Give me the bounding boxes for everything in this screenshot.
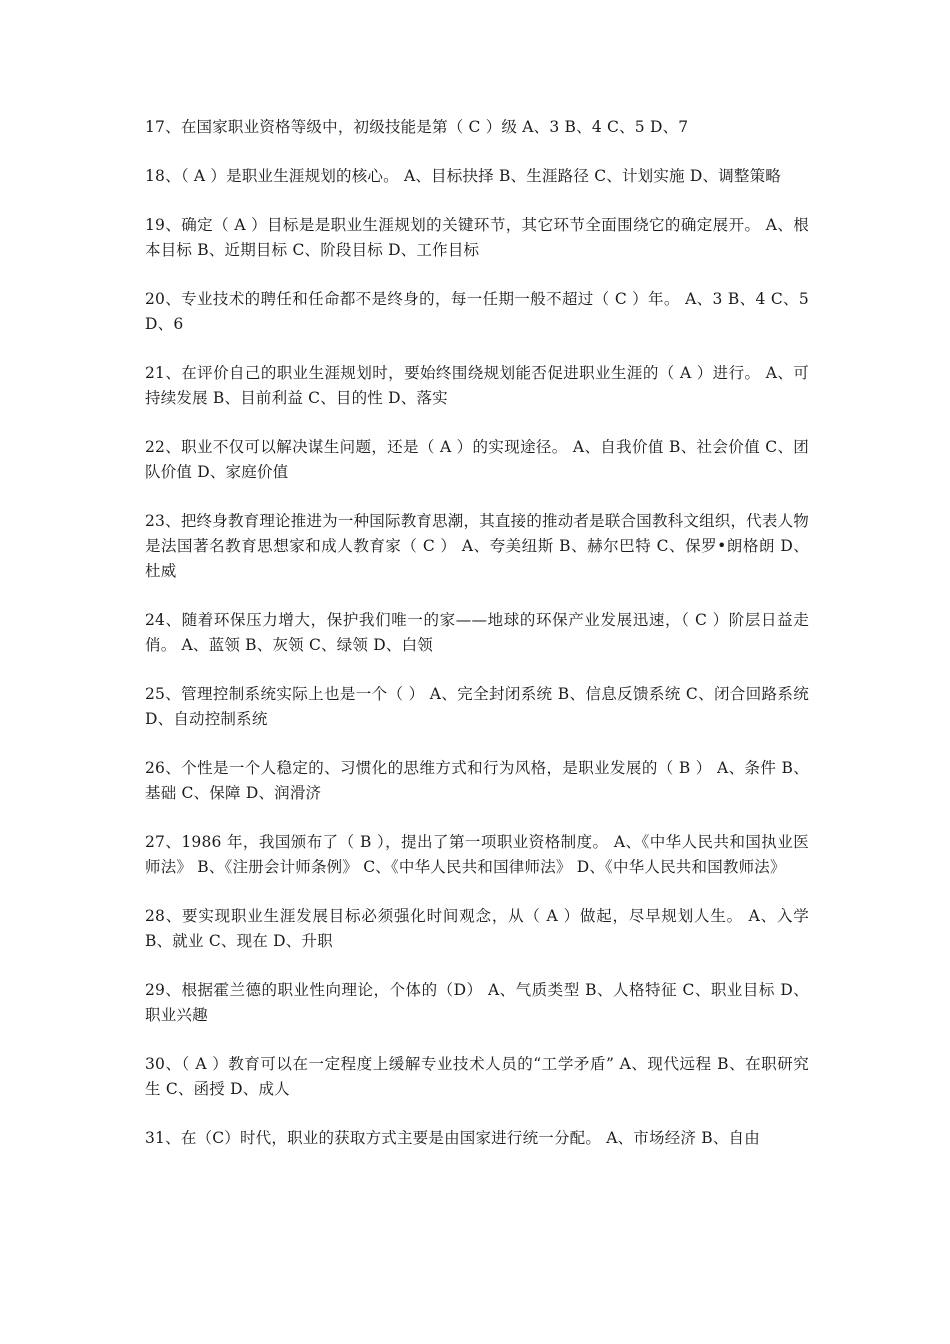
question-22: 22、职业不仅可以解决谋生问题，还是（ A ）的实现途径。 A、自我价值 B、社会价值 C、团队价值 D、家庭价值 [145,438,809,481]
question-28: 28、要实现职业生涯发展目标必须强化时间观念，从（ A ）做起，尽早规划人生。 A、入学 B、就业 C、现在 D、升职 [145,907,809,950]
question-27: 27、1986 年，我国颁布了（ B ），提出了第一项职业资格制度。 A、《中华人民共和国执业医师法》 B、《注册会计师条例》 C、《中华人民共和国律师法》 D、《中华人民共和国教师法》 [145,833,809,876]
question-24: 24、随着环保压力增大，保护我们唯一的家——地球的环保产业发展迅速，（ C ）阶层日益走俏。 A、蓝领 B、灰领 C、绿领 D、白领 [145,611,809,654]
question-30: 30、（ A ）教育可以在一定程度上缓解专业技术人员的“工学矛盾” A、现代远程 B、在职研究生 C、函授 D、成人 [145,1055,809,1098]
question-19: 19、确定（ A ）目标是是职业生涯规划的关键环节，其它环节全面围绕它的确定展开。 A、根本目标 B、近期目标 C、阶段目标 D、工作目标 [145,216,809,259]
question-18: 18、（ A ）是职业生涯规划的核心。 A、目标抉择 B、生涯路径 C、计划实施 D、调整策略 [145,167,782,185]
question-20: 20、专业技术的聘任和任命都不是终身的，每一任期一般不超过（ C ）年。 A、3 B、4 C、5 D、6 [145,290,809,333]
question-17: 17、在国家职业资格等级中，初级技能是第（ C ）级 A、3 B、4 C、5 D、7 [145,118,689,136]
question-23: 23、把终身教育理论推进为一种国际教育思潮，其直接的推动者是联合国教科文组织，代表人物是法国著名教育思想家和成人教育家（ C ） A、夸美纽斯 B、赫尔巴特 C、保罗•朗格朗 D、杜威 [145,512,809,580]
question-25: 25、管理控制系统实际上也是一个（ ） A、完全封闭系统 B、信息反馈系统 C、闭合回路系统 D、自动控制系统 [145,685,809,728]
question-26: 26、个性是一个人稳定的、习惯化的思维方式和行为风格，是职业发展的（ B ） A、条件 B、基础 C、保障 D、润滑济 [145,759,809,802]
question-list [145,115,809,1175]
question-29: 29、根据霍兰德的职业性向理论，个体的（D） A、气质类型 B、人格特征 C、职业目标 D、职业兴趣 [145,981,809,1024]
question-31: 31、在（C）时代，职业的获取方式主要是由国家进行统一分配。 A、市场经济 B、自由 [145,1129,760,1147]
question-21: 21、在评价自己的职业生涯规划时，要始终围绕规划能否促进职业生涯的（ A ）进行。 A、可持续发展 B、目前利益 C、目的性 D、落实 [145,364,809,407]
